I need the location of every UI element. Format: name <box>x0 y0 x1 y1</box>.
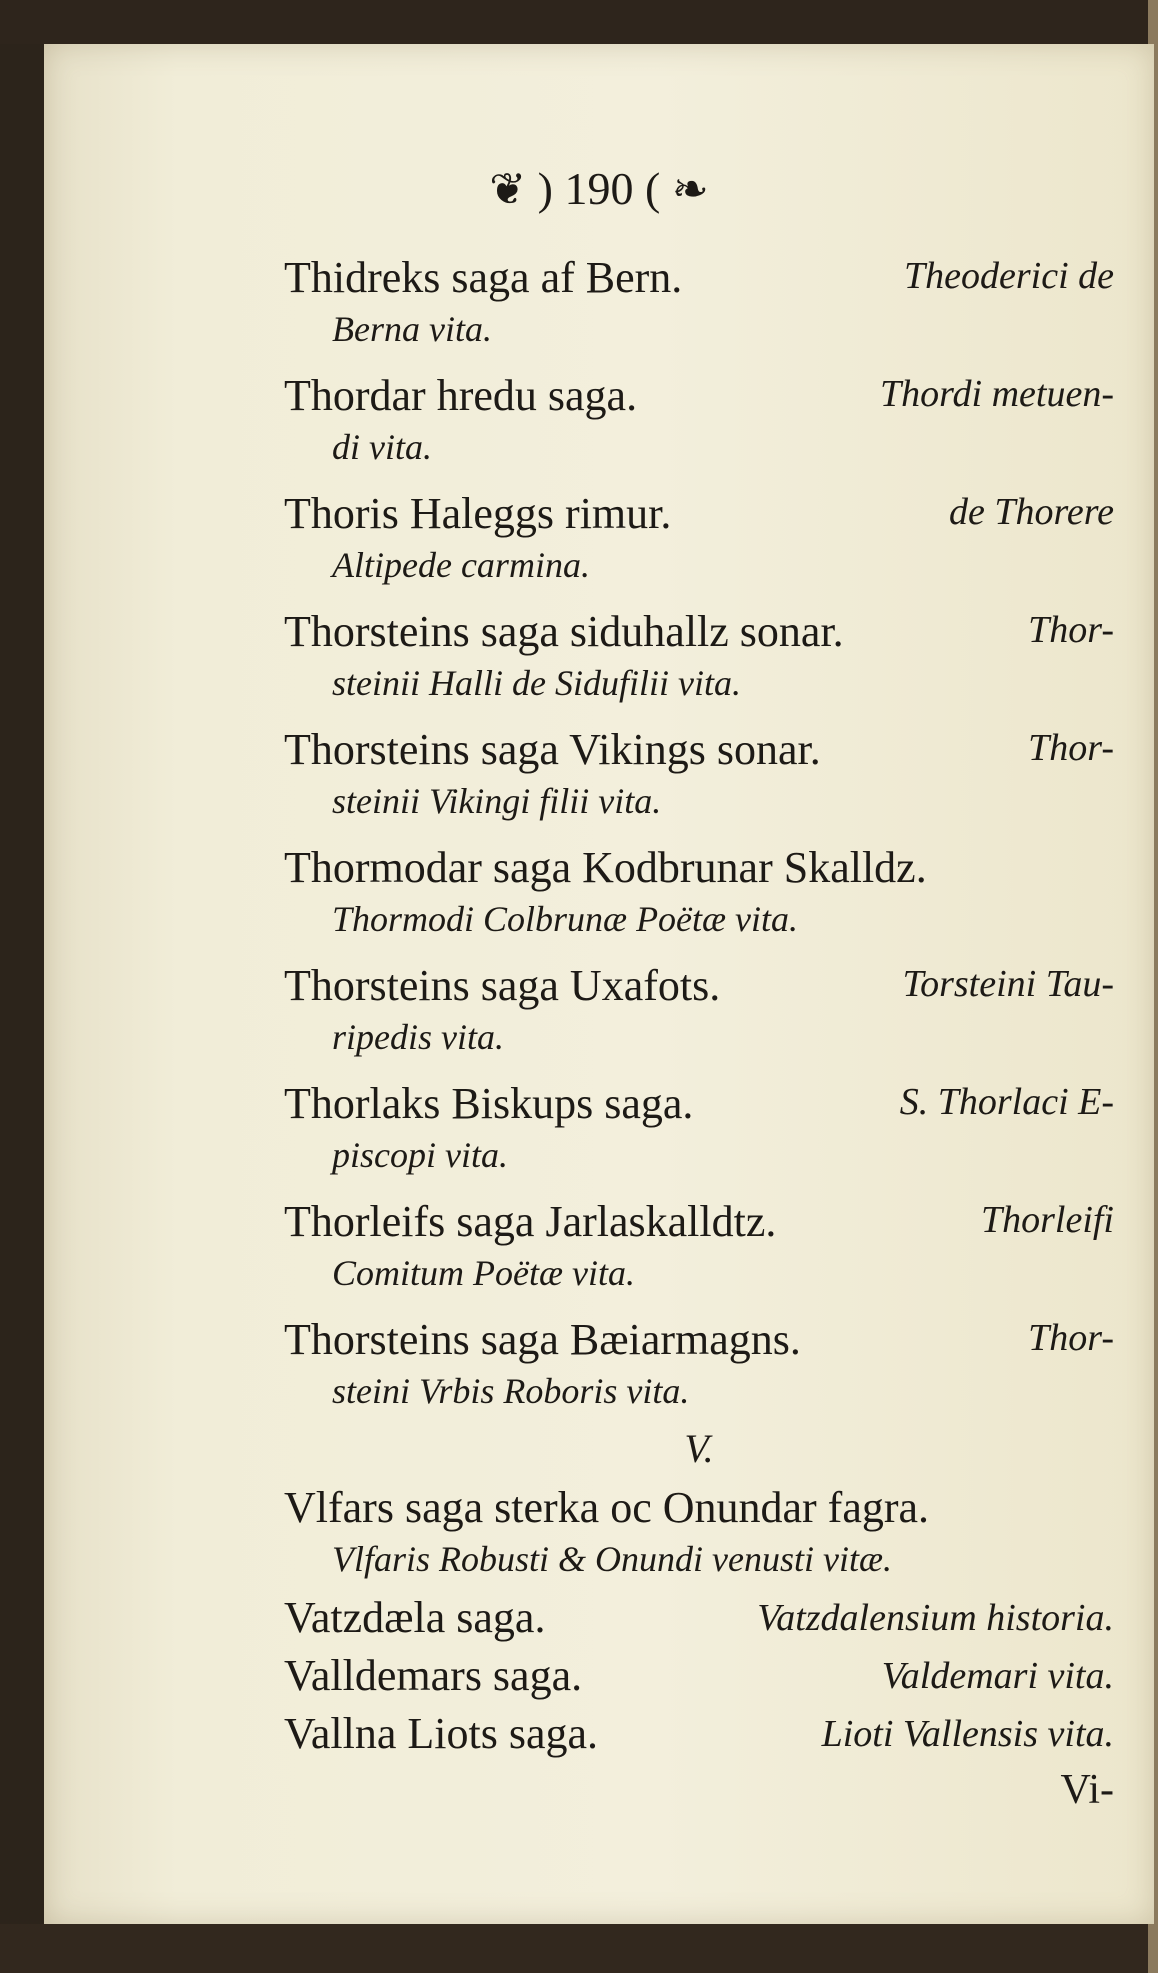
catalog-entry <box>284 1650 1114 1708</box>
vernacular-title: Valldemars saga. <box>284 1651 583 1700</box>
vernacular-title: Vatzdæla saga. <box>284 1593 546 1642</box>
vernacular-title: Thorsteins saga Uxafots. <box>284 961 721 1010</box>
catalog-entry <box>284 480 1114 598</box>
vernacular-title: Vallna Liots saga. <box>284 1709 599 1758</box>
catalog-entry <box>284 1708 1114 1766</box>
latin-title-cont: Thormodi Colbrunæ Poëtæ vita. <box>332 899 799 939</box>
catchword: Vi- <box>1060 1767 1114 1813</box>
catalog-entry <box>284 1306 1114 1424</box>
latin-title-cont: Berna vita. <box>332 309 492 349</box>
top-background <box>0 0 1158 44</box>
catalog-entry <box>284 1592 1114 1650</box>
catalog-entry <box>284 598 1114 716</box>
latin-title: Vatzdalensium historia. <box>757 1597 1114 1639</box>
latin-title-cont: Comitum Poëtæ vita. <box>332 1253 635 1293</box>
latin-title-start: de Thorere <box>949 491 1114 533</box>
vernacular-title: Thorsteins saga siduhallz sonar. <box>284 607 844 656</box>
latin-title-start: Theoderici de <box>903 255 1114 297</box>
binding-shadow <box>0 0 44 1973</box>
latin-title-cont: steinii Vikingi filii vita. <box>332 781 662 821</box>
latin-title-start: Thor- <box>1028 1317 1114 1359</box>
vernacular-title: Thorleifs saga Jarlaskalldtz. <box>284 1197 777 1246</box>
latin-title-cont: Altipede carmina. <box>332 545 590 585</box>
latin-title: Valdemari vita. <box>881 1655 1114 1697</box>
right-ornament-icon: ❧ <box>671 165 709 214</box>
latin-title-start: Torsteini Tau- <box>902 963 1114 1005</box>
catalog-entry <box>284 1070 1114 1188</box>
vernacular-title: Thorsteins saga Vikings sonar. <box>284 725 821 774</box>
latin-title-cont: ripedis vita. <box>332 1017 504 1057</box>
vernacular-title: Vlfars saga sterka oc Onundar fagra. <box>284 1483 930 1532</box>
left-ornament-icon: ❦ <box>489 165 527 214</box>
latin-title-start: Thor- <box>1028 609 1114 651</box>
page-number: ) 190 ( <box>537 163 661 214</box>
bottom-background <box>0 1924 1158 1973</box>
latin-title: Vlfaris Robusti & Onundi venusti vitæ. <box>332 1539 892 1579</box>
catchword-row <box>284 1766 1114 1822</box>
vernacular-title: Thidreks saga af Bern. <box>284 253 683 302</box>
catalog-entry <box>284 244 1114 362</box>
page-header <box>44 162 1154 215</box>
catalog-entry <box>284 1474 1114 1592</box>
latin-title-cont: di vita. <box>332 427 432 467</box>
vernacular-title: Thorsteins saga Bæiarmagns. <box>284 1315 801 1364</box>
latin-title-start: S. Thorlaci E- <box>899 1081 1114 1123</box>
latin-title-cont: steini Vrbis Roboris vita. <box>332 1371 690 1411</box>
vernacular-title: Thormodar saga Kodbrunar Skalldz. <box>284 843 927 892</box>
catalog-text <box>284 244 1114 1822</box>
latin-title-start: Thorleifi <box>980 1199 1114 1241</box>
vernacular-title: Thoris Haleggs rimur. <box>284 489 672 538</box>
latin-title: Lioti Vallensis vita. <box>821 1713 1114 1755</box>
latin-title-start: Thor- <box>1028 727 1114 769</box>
latin-title-cont: steinii Halli de Sidufilii vita. <box>332 663 741 703</box>
catalog-entry <box>284 834 1114 952</box>
catalog-entry <box>284 952 1114 1070</box>
vernacular-title: Thorlaks Biskups saga. <box>284 1079 694 1128</box>
section-letter: V. <box>684 1426 714 1471</box>
vernacular-title: Thordar hredu saga. <box>284 371 638 420</box>
latin-title-cont: piscopi vita. <box>332 1135 508 1175</box>
latin-title-start: Thordi metuen- <box>880 373 1114 415</box>
catalog-entry <box>284 716 1114 834</box>
catalog-entry <box>284 1188 1114 1306</box>
book-page <box>44 44 1154 1924</box>
catalog-entry <box>284 362 1114 480</box>
